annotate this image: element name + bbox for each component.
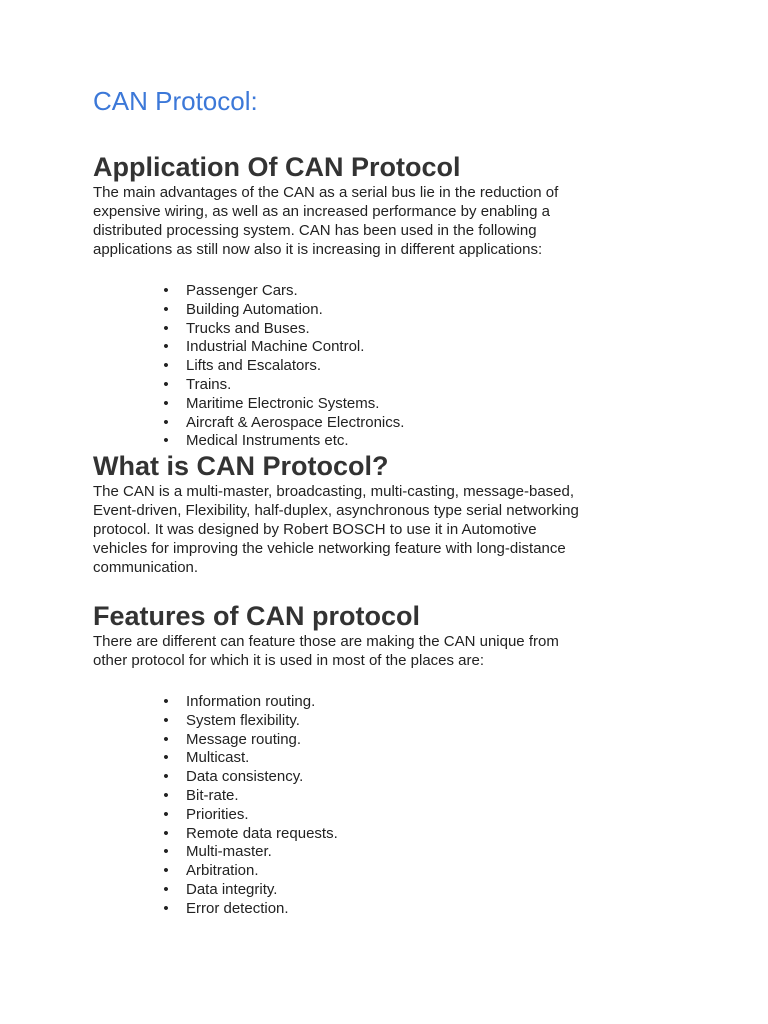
paragraph-line: distributed processing system. CAN has been used in the following — [93, 222, 537, 239]
list-item — [93, 282, 693, 301]
section-heading: What is CAN Protocol? — [93, 451, 389, 481]
list-item-text: Data integrity. — [186, 880, 278, 898]
paragraph-line: vehicles for improving the vehicle networking feature with long-distance — [93, 540, 566, 557]
list-item-text: Multicast. — [186, 749, 250, 767]
section-paragraph — [93, 183, 693, 259]
bullet-icon: • — [163, 880, 169, 898]
list-item — [93, 731, 693, 750]
list-item-text: Lifts and Escalators. — [186, 357, 322, 375]
list-item — [93, 712, 693, 731]
list-item — [93, 749, 693, 768]
list-item-text: Message routing. — [186, 730, 302, 748]
list-item — [93, 862, 693, 881]
bullet-icon: • — [163, 711, 169, 729]
bullet-icon: • — [163, 730, 169, 748]
paragraph-line: protocol. It was designed by Robert BOSCH to use it in Automotive — [93, 521, 537, 538]
paragraph-line: The main advantages of the CAN as a serial bus lie in the reduction of — [93, 184, 559, 201]
list-item-text: Passenger Cars. — [186, 282, 298, 299]
bullet-icon: • — [163, 413, 169, 431]
bullet-icon: • — [163, 899, 169, 917]
paragraph-line: applications as still now also it is increasing in different applications: — [93, 241, 543, 258]
list-item — [93, 900, 693, 919]
list-item-text: Remote data requests. — [186, 824, 338, 842]
list-item — [93, 301, 693, 320]
list-item — [93, 693, 693, 712]
bullet-icon: • — [163, 357, 169, 375]
section-paragraph — [93, 632, 693, 670]
section-application — [93, 151, 693, 451]
list-item — [93, 787, 693, 806]
bullet-icon: • — [163, 768, 169, 786]
list-item — [93, 338, 693, 357]
paragraph-line: There are different can feature those are making the CAN unique from — [93, 633, 559, 650]
document-title: CAN Protocol: — [93, 86, 258, 116]
list-item — [93, 881, 693, 900]
bullet-list — [93, 693, 693, 919]
bullet-list — [93, 282, 693, 451]
bullet-icon: • — [163, 394, 169, 412]
list-item-text: Data consistency. — [186, 768, 304, 786]
section-paragraph — [93, 482, 693, 577]
list-item-text: Error detection. — [186, 899, 289, 917]
list-item-text: Bit-rate. — [186, 786, 239, 804]
bullet-icon: • — [163, 843, 169, 861]
bullet-icon: • — [163, 805, 169, 823]
bullet-icon: • — [163, 749, 169, 767]
bullet-icon: • — [163, 319, 169, 337]
bullet-icon: • — [163, 693, 169, 710]
paragraph-line: The CAN is a multi-master, broadcasting, multi-casting, message-based, — [93, 483, 575, 500]
list-item-text: Arbitration. — [186, 862, 259, 880]
bullet-icon: • — [163, 786, 169, 804]
bullet-icon: • — [163, 282, 169, 299]
list-item — [93, 843, 693, 862]
list-item-text: Building Automation. — [186, 300, 323, 318]
bullet-icon: • — [163, 338, 169, 356]
paragraph-line: Event-driven, Flexibility, half-duplex, asynchronous type serial networking — [93, 502, 579, 519]
bullet-icon: • — [163, 300, 169, 318]
list-item-text: Maritime Electronic Systems. — [186, 394, 380, 412]
list-item-text: Information routing. — [186, 693, 316, 710]
section-what-is-can — [93, 450, 693, 577]
list-item — [93, 320, 693, 339]
section-features — [93, 600, 693, 919]
list-item-text: Priorities. — [186, 805, 249, 823]
list-item — [93, 806, 693, 825]
paragraph-line: communication. — [93, 559, 199, 576]
list-item-text: Trains. — [186, 375, 232, 393]
list-item — [93, 432, 693, 451]
bullet-icon: • — [163, 862, 169, 880]
paragraph-line: other protocol for which it is used in most of the places are: — [93, 652, 485, 669]
list-item-text: Multi-master. — [186, 843, 272, 861]
list-item — [93, 357, 693, 376]
list-item — [93, 395, 693, 414]
list-item — [93, 376, 693, 395]
list-item-text: System flexibility. — [186, 711, 300, 729]
section-heading: Application Of CAN Protocol — [93, 152, 461, 182]
list-item — [93, 768, 693, 787]
list-item-text: Industrial Machine Control. — [186, 338, 365, 356]
list-item — [93, 414, 693, 433]
bullet-icon: • — [163, 824, 169, 842]
bullet-icon: • — [163, 375, 169, 393]
list-item-text: Trucks and Buses. — [186, 319, 310, 337]
list-item-text: Aircraft & Aerospace Electronics. — [186, 413, 405, 431]
list-item-text: Medical Instruments etc. — [186, 432, 349, 450]
paragraph-line: expensive wiring, as well as an increased performance by enabling a — [93, 203, 550, 220]
section-heading: Features of CAN protocol — [93, 601, 421, 631]
bullet-icon: • — [163, 432, 169, 450]
list-item — [93, 825, 693, 844]
